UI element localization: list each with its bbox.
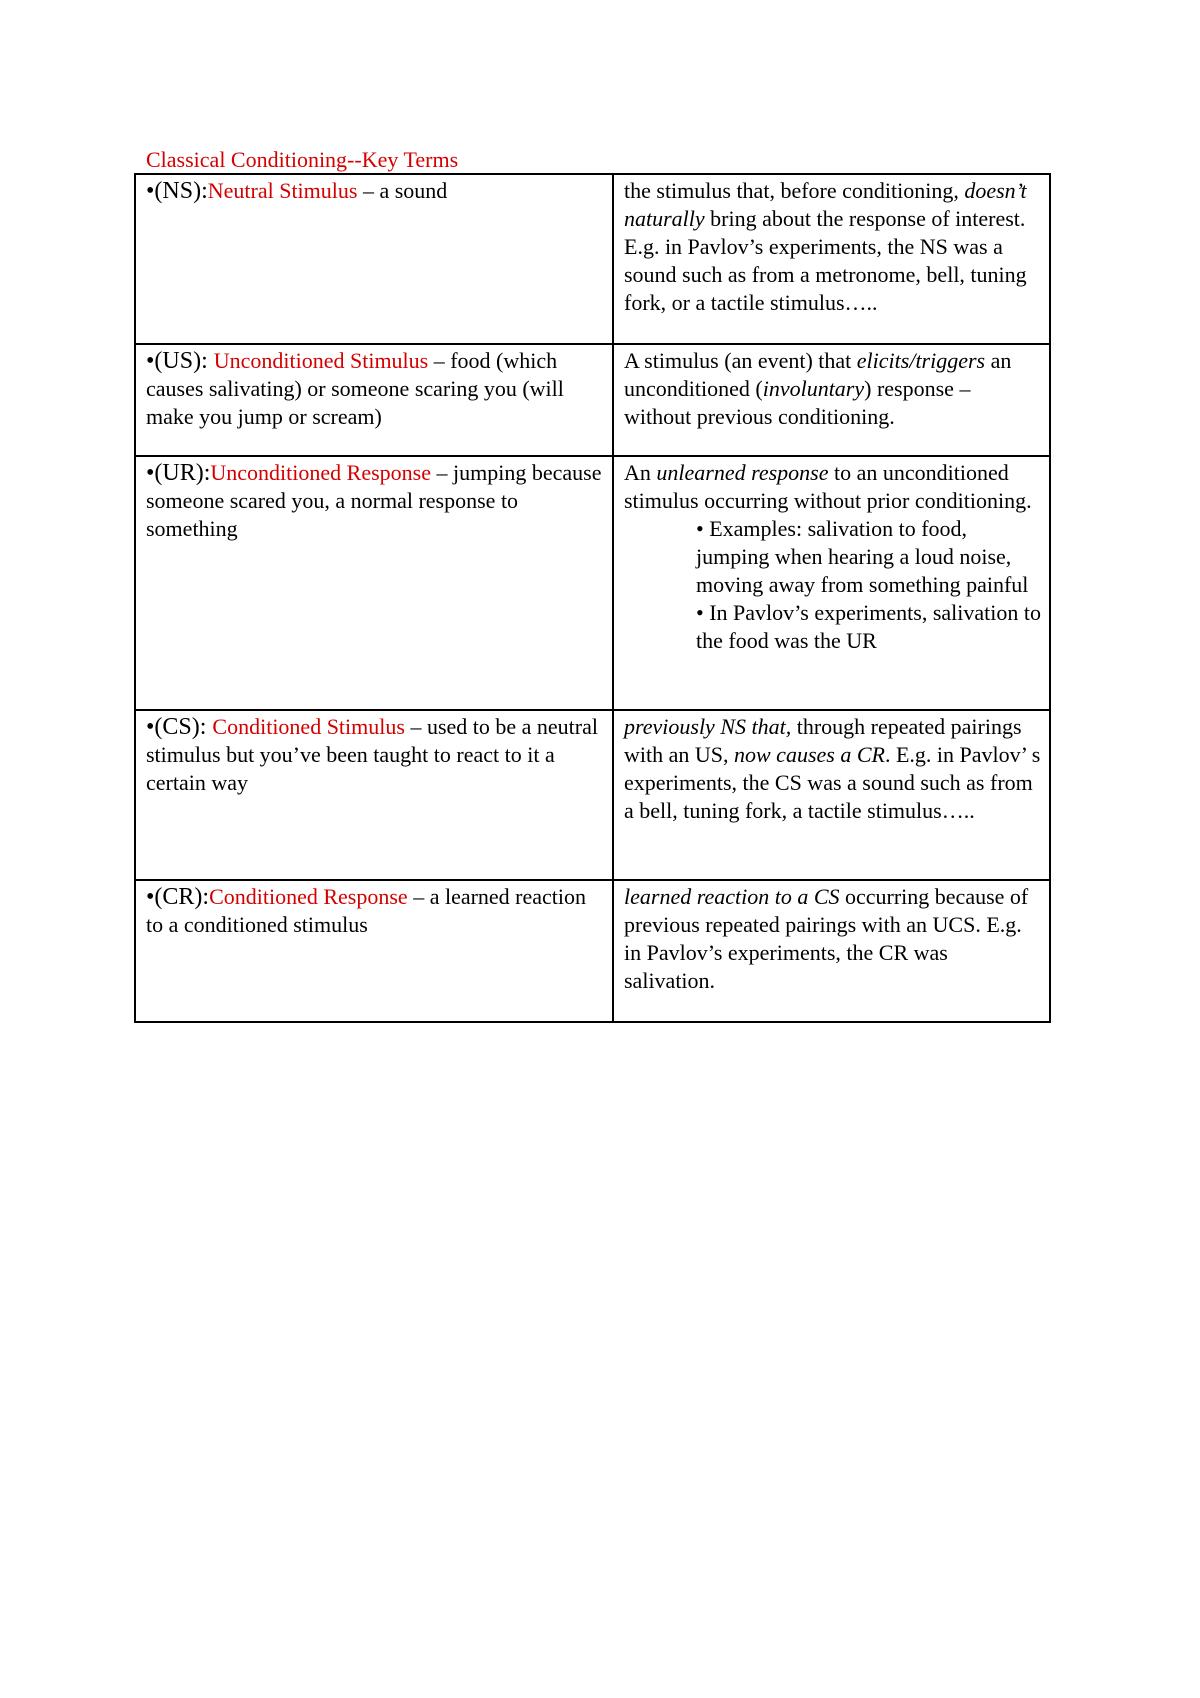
term-abbreviation: •(CR): xyxy=(146,884,210,910)
term-name: Neutral Stimulus xyxy=(207,178,358,203)
term-name: Unconditioned Stimulus xyxy=(213,348,429,373)
definition-fragment: bring about the response of interest. E.g. in Pavlov’s experiments, the NS was a sound such as from a metronome, bell, tuning fork, or a tactile stimulus….. xyxy=(624,206,1027,315)
key-terms-table-body xyxy=(135,174,1050,1022)
table-row xyxy=(135,710,1050,880)
term-description: – used to be a neutral stimulus but you’ve been taught to react to it a certain way xyxy=(146,714,599,795)
definition-emphasis: now causes a CR xyxy=(734,742,885,767)
definition-emphasis: involuntary xyxy=(762,376,865,401)
definition-fragment: through repeated pairings with an US, xyxy=(624,714,1022,767)
table-row xyxy=(135,880,1050,1022)
definition-bullet: • Examples: salivation to food, jumping when hearing a loud noise, moving away from something painful xyxy=(696,516,1029,597)
table-row xyxy=(135,456,1050,710)
definition-emphasis: elicits/triggers xyxy=(856,348,986,373)
definition-cell xyxy=(613,174,1050,344)
definition-fragment: an unconditioned ( xyxy=(624,348,1012,401)
definition-emphasis: learned reaction to a CS xyxy=(624,884,840,909)
term-abbreviation: •(CS): xyxy=(146,714,213,740)
term-description: – a learned reaction to a conditioned stimulus xyxy=(146,884,587,937)
definition-emphasis: unlearned response xyxy=(656,460,829,485)
term-name: Conditioned Response xyxy=(209,884,408,909)
definition-fragment: to an unconditioned stimulus occurring without prior conditioning. xyxy=(624,460,1032,513)
term-description: – jumping because someone scared you, a normal response to something xyxy=(146,460,602,541)
definition-cell xyxy=(613,456,1050,710)
term-cell xyxy=(135,344,613,456)
definition-fragment: occurring because of previous repeated pairings with an UCS. E.g. in Pavlov’s experiments, the CR was salivation. xyxy=(624,884,1029,993)
term-description: – a sound xyxy=(357,178,448,203)
definition-text xyxy=(624,347,1041,431)
definition-emphasis: previously NS that, xyxy=(624,714,792,739)
definition-fragment: A stimulus (an event) that xyxy=(624,348,857,373)
definition-fragment: An xyxy=(624,460,657,485)
definition-text xyxy=(624,713,1041,825)
definition-text xyxy=(624,459,1041,515)
definition-fragment: . E.g. in Pavlov’ s experiments, the CS was a sound such as from a bell, tuning fork, a tactile stimulus….. xyxy=(624,742,1041,823)
definition-fragment: ) response – without previous conditioning. xyxy=(624,376,971,429)
table-row xyxy=(135,174,1050,344)
page-title: Classical Conditioning--Key Terms xyxy=(146,147,459,172)
term-cell xyxy=(135,880,613,1022)
term-cell xyxy=(135,174,613,344)
term-cell xyxy=(135,456,613,710)
term-cell xyxy=(135,710,613,880)
term-abbreviation: •(NS): xyxy=(146,178,208,204)
definition-fragment: the stimulus that, before conditioning, xyxy=(624,178,965,203)
definition-cell xyxy=(613,710,1050,880)
term-description: – food (which causes salivating) or someone scaring you (will make you jump or scream) xyxy=(146,348,564,429)
key-terms-table xyxy=(134,173,1051,1023)
definition-emphasis: doesn’t naturally xyxy=(624,178,1027,231)
term-abbreviation: •(US): xyxy=(146,348,214,374)
term-name: Conditioned Stimulus xyxy=(212,714,405,739)
definition-text xyxy=(624,883,1041,995)
definition-cell xyxy=(613,880,1050,1022)
term-abbreviation: •(UR): xyxy=(146,460,211,486)
definition-bullet: • In Pavlov’s experiments, salivation to the food was the UR xyxy=(696,600,1041,653)
definition-text xyxy=(624,177,1041,317)
definition-cell xyxy=(613,344,1050,456)
term-name: Unconditioned Response xyxy=(210,460,431,485)
table-row xyxy=(135,344,1050,456)
